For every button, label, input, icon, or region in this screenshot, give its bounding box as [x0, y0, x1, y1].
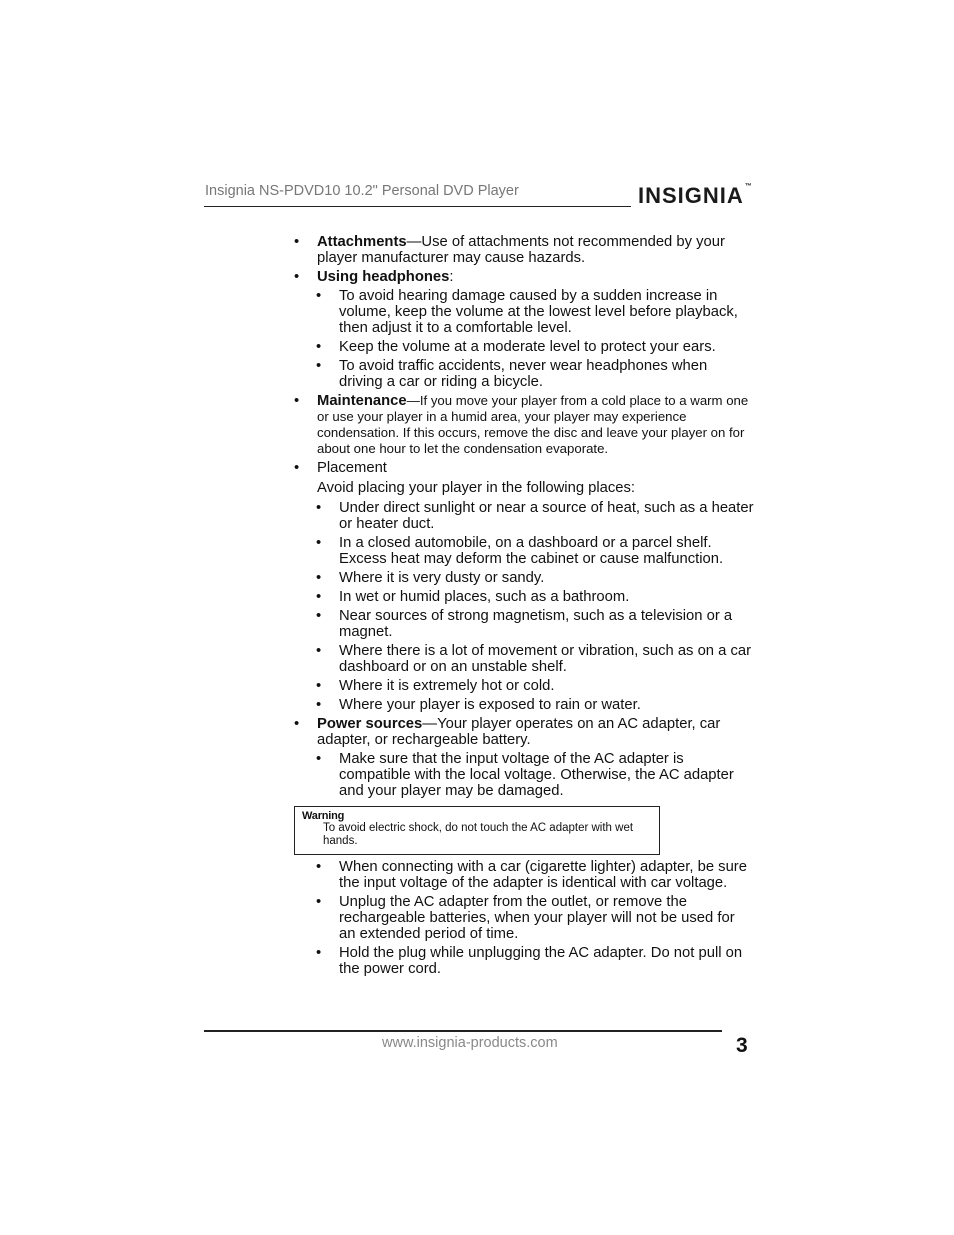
warning-text: To avoid electric shock, do not touch the AC adapter with wet hands.	[323, 822, 634, 847]
term-attachments: Attachments	[317, 234, 407, 250]
sub-item: • In a closed automobile, on a dashboard or a parcel shelf. Excess heat may deform the cabinet or cause malfunction.	[316, 535, 724, 567]
sub-item: • Where it is extremely hot or cold.	[316, 678, 555, 694]
sub-item: • To avoid hearing damage caused by a sudden increase in volume, keep the volume at the lowest level before playback, then adjust it to a comfortable level.	[316, 288, 738, 336]
insignia-logo: INSIGNIA™	[638, 183, 752, 208]
term-placement: Placement	[317, 460, 387, 476]
sub-item: • In wet or humid places, such as a bathroom.	[316, 589, 630, 605]
page-number: 3	[736, 1034, 748, 1057]
term-maintenance: Maintenance	[317, 393, 407, 409]
list-item-power-sources: • Power sources—Your player operates on an AC adapter, car adapter, or rechargeable battery.	[294, 716, 721, 748]
list-item-maintenance: • Maintenance—If you move your player from a cold place to a warm one or use your player in a humid area, your player may experience condensation. If this occurs, remove the disc and leave your player on for about one hour to let the condensation evaporate.	[294, 393, 749, 456]
sub-item: • Hold the plug while unplugging the AC adapter. Do not pull on the power cord.	[316, 945, 743, 977]
sub-item: • Make sure that the input voltage of the AC adapter is compatible with the local voltage. Otherwise, the AC adapter and your player may be damaged.	[316, 751, 734, 799]
list-item-attachments: • Attachments—Use of attachments not recommended by your player manufacturer may cause hazards.	[294, 234, 725, 266]
footer-rule	[204, 1030, 722, 1032]
list-item-headphones: • Using headphones:	[294, 269, 454, 285]
sub-item: • Where there is a lot of movement or vibration, such as on a car dashboard or on an unstable shelf.	[316, 643, 752, 675]
main-content	[294, 234, 754, 802]
sub-item: • Near sources of strong magnetism, such as a television or a magnet.	[316, 608, 733, 640]
sub-item: • Keep the volume at a moderate level to protect your ears.	[316, 339, 716, 355]
sub-item: • To avoid traffic accidents, never wear headphones when driving a car or riding a bicycle.	[316, 358, 708, 390]
header-title: Insignia NS-PDVD10 10.2" Personal DVD Player	[205, 183, 519, 199]
sub-item: • When connecting with a car (cigarette lighter) adapter, be sure the input voltage of the adapter is identical with car voltage.	[316, 859, 747, 891]
header-rule	[204, 206, 631, 207]
sub-item: • Under direct sunlight or near a source of heat, such as a heater or heater duct.	[316, 500, 754, 532]
warning-title: Warning	[302, 810, 345, 822]
footer-url: www.insignia-products.com	[382, 1035, 558, 1051]
main-content-continued	[294, 859, 754, 980]
placement-intro: Avoid placing your player in the following places:	[317, 480, 636, 496]
sub-item: • Where it is very dusty or sandy.	[316, 570, 545, 586]
warning-box	[294, 806, 660, 855]
term-power-sources: Power sources	[317, 716, 423, 732]
sub-item: • Where your player is exposed to rain or water.	[316, 697, 641, 713]
term-headphones: Using headphones	[317, 269, 450, 285]
sub-item: • Unplug the AC adapter from the outlet, or remove the rechargeable batteries, when your player will not be used for an extended period of time.	[316, 894, 735, 942]
list-item-placement: • Placement	[294, 460, 387, 476]
